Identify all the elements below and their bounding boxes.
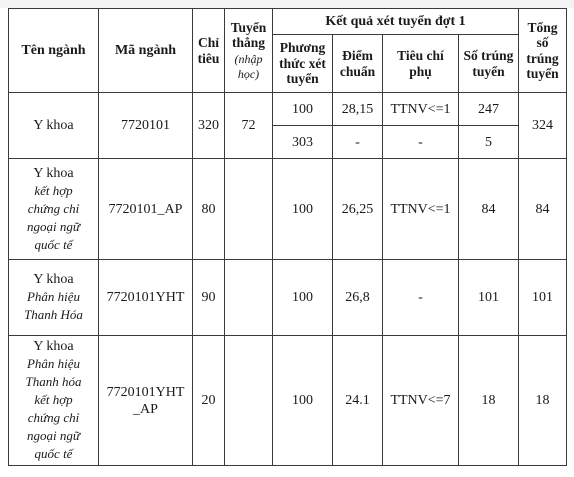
- cell-ten-nganh-sub-5: quốc tế: [34, 446, 73, 461]
- cell-ten-nganh-sub-3: quốc tế: [34, 236, 73, 252]
- cell-ten-nganh-sub-0: Phân hiệu: [26, 289, 81, 304]
- cell-ten-nganh-sub-0: kết hợp: [34, 182, 73, 198]
- header-so-trung-tuyen: Số trúng tuyển: [459, 35, 519, 93]
- cell-ma-nganh: 7720101: [99, 93, 193, 159]
- table-row: [9, 159, 567, 260]
- cell-diem-chuan: 26,8: [333, 260, 383, 336]
- header-diem-chuan: Điểm chuẩn: [333, 35, 383, 93]
- cell-diem-chuan: 28,15: [333, 93, 383, 126]
- cell-ten-nganh-sub-0: Phân hiệu: [26, 356, 81, 371]
- cell-so-trung-tuyen: 5: [459, 126, 519, 159]
- header-ten-nganh: Tên ngành: [9, 9, 99, 93]
- cell-diem-chuan: 26,25: [333, 159, 383, 260]
- cell-phuong-thuc: 100: [273, 260, 333, 336]
- cell-tieu-chi-phu: -: [383, 126, 459, 159]
- cell-ma-nganh: 7720101YHT: [99, 260, 193, 336]
- cell-tieu-chi-phu: TTNV<=7: [383, 336, 459, 466]
- table-row: [9, 260, 567, 336]
- header-ma-nganh: Mã ngành: [99, 9, 193, 93]
- cell-diem-chuan: -: [333, 126, 383, 159]
- cell-ten-nganh-main: Y khoa: [33, 272, 74, 287]
- cell-diem-chuan: 24.1: [333, 336, 383, 466]
- cell-ten-nganh-sub-1: Thanh hóa: [25, 374, 82, 389]
- cell-phuong-thuc: 100: [273, 336, 333, 466]
- cell-chi-tieu: 90: [193, 260, 225, 336]
- cell-ten-nganh: [9, 159, 99, 260]
- cell-ma-nganh: 7720101YHT _AP: [99, 336, 193, 466]
- cell-so-trung-tuyen: 247: [459, 93, 519, 126]
- table-row: [9, 93, 567, 126]
- cell-chi-tieu: 80: [193, 159, 225, 260]
- cell-phuong-thuc: 100: [273, 93, 333, 126]
- cell-ten-nganh: Y khoa: [9, 93, 99, 159]
- cell-so-trung-tuyen: 84: [459, 159, 519, 260]
- cell-chi-tieu: 20: [193, 336, 225, 466]
- cell-chi-tieu: 320: [193, 93, 225, 159]
- cell-tuyen-thang: [225, 159, 273, 260]
- cell-tong-so: 324: [519, 93, 567, 159]
- cell-ten-nganh-sub-1: Thanh Hóa: [24, 307, 83, 322]
- cell-ten-nganh: [9, 260, 99, 336]
- cropped-top-edge: [0, 0, 574, 8]
- header-chi-tieu: Chỉ tiêu: [193, 9, 225, 93]
- table-row: [9, 336, 567, 466]
- admission-results-table: [8, 8, 567, 466]
- cell-tuyen-thang: [225, 260, 273, 336]
- header-tuyen-thang-label: Tuyển thẳng: [230, 19, 267, 50]
- cell-tieu-chi-phu: TTNV<=1: [383, 159, 459, 260]
- cell-ten-nganh-sub-2: ngoại ngữ: [27, 218, 80, 234]
- cell-tuyen-thang: [225, 336, 273, 466]
- cell-tieu-chi-phu: -: [383, 260, 459, 336]
- cell-ten-nganh-main: Y khoa: [33, 165, 74, 181]
- cell-ten-nganh-sub-2: kết hợp: [34, 392, 73, 407]
- header-ket-qua: Kết quả xét tuyển đợt 1: [273, 9, 519, 35]
- header-tong-so: Tổng số trúng tuyển: [519, 9, 567, 93]
- cell-ten-nganh-sub-1: chứng chỉ: [27, 200, 80, 216]
- cell-tuyen-thang: 72: [225, 93, 273, 159]
- cell-ten-nganh-sub-3: chứng chỉ: [27, 410, 80, 425]
- header-phuong-thuc: Phương thức xét tuyển: [273, 35, 333, 93]
- cell-ten-nganh-main: Y khoa: [33, 339, 74, 354]
- cell-phuong-thuc: 100: [273, 159, 333, 260]
- cell-ten-nganh-sub-4: ngoại ngữ: [27, 428, 80, 443]
- cell-phuong-thuc: 303: [273, 126, 333, 159]
- cell-ma-nganh: 7720101_AP: [99, 159, 193, 260]
- header-tuyen-thang: [225, 9, 273, 93]
- cell-tong-so: 18: [519, 336, 567, 466]
- cell-so-trung-tuyen: 101: [459, 260, 519, 336]
- cell-tong-so: 101: [519, 260, 567, 336]
- cell-tieu-chi-phu: TTNV<=1: [383, 93, 459, 126]
- header-tieu-chi-phu: Tiêu chí phụ: [383, 35, 459, 93]
- cell-ten-nganh: [9, 336, 99, 466]
- cell-so-trung-tuyen: 18: [459, 336, 519, 466]
- header-nhap-hoc: (nhập học): [234, 51, 263, 81]
- cell-tong-so: 84: [519, 159, 567, 260]
